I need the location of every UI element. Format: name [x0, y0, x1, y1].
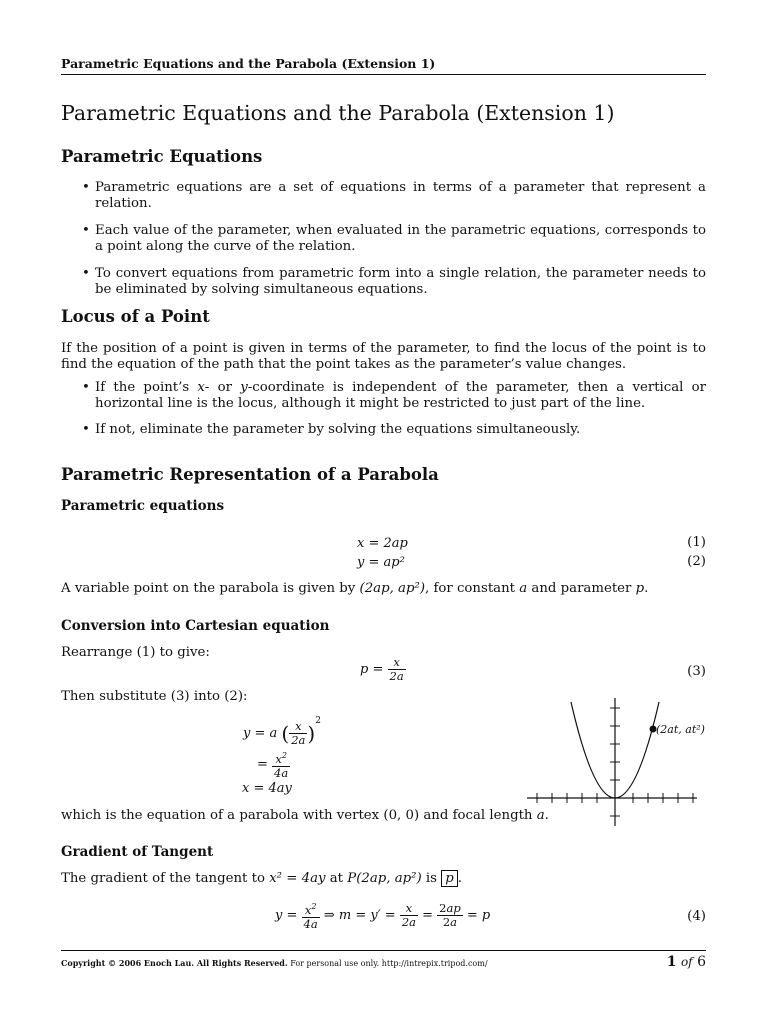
equation-number-3: (3) — [687, 664, 706, 679]
section-heading-parametric-equations: Parametric Equations — [61, 147, 263, 166]
equation-4: y = $\frac{x^2}{4a}$ ⇒ m = y′ = $\frac{x}{2a}$ = $\frac{2ap}{2a}$ = p — [275, 900, 491, 931]
list-item: • If the point’s x- or y-coordinate is independent of the parameter, then a vertical or horizontal line is the locus, although it might be restricted to just part of the line. — [82, 380, 707, 411]
parabola-graph — [527, 698, 727, 828]
page-number: 1 of 6 — [666, 954, 706, 970]
section-heading-locus: Locus of a Point — [61, 307, 210, 326]
subheading-parametric-equations: Parametric equations — [61, 498, 225, 514]
bullet-icon: • — [82, 223, 90, 238]
page — [61, 0, 706, 1024]
substitute-text: Then substitute (3) into (2): — [61, 689, 248, 704]
list-item: • If not, eliminate the parameter by solving the equations simultaneously. — [82, 422, 581, 437]
equation-number-1: (1) — [687, 535, 706, 550]
rearrange-text: Rearrange (1) to give: — [61, 645, 210, 660]
list-item: • Each value of the parameter, when evaluated in the parametric equations, corresponds to a point along the curve of the relation. — [82, 223, 706, 254]
bullet-list-parametric — [61, 180, 706, 298]
gradient-text: The gradient of the tangent to x² = 4ay at P(2ap, ap²) is p . — [61, 871, 462, 886]
subheading-cartesian: Conversion into Cartesian equation — [61, 618, 330, 634]
equation-substitution: y = a ( $\frac{x}{2a}$ )$^2$ — [243, 716, 321, 747]
subheading-gradient: Gradient of Tangent — [61, 844, 214, 860]
equation-2: y = ap² — [357, 555, 405, 570]
bullet-icon: • — [82, 380, 90, 395]
bullet-icon: • — [82, 266, 90, 281]
page-title: Parametric Equations and the Parabola (Extension 1) — [61, 101, 615, 125]
header-rule — [61, 74, 706, 75]
point-label: (2at, at²) — [656, 723, 705, 736]
bullet-list-locus — [61, 380, 706, 438]
parabola-figure — [527, 698, 727, 828]
footer-rule — [61, 950, 706, 951]
vertex-text: which is the equation of a parabola with vertex (0, 0) and focal length a. — [61, 808, 549, 823]
equation-cartesian: x = 4ay — [242, 781, 292, 796]
bullet-icon: • — [82, 180, 90, 195]
equation-number-4: (4) — [687, 909, 706, 924]
list-item: • To convert equations from parametric form into a single relation, the parameter needs to be eliminated by solving simultaneous equations. — [82, 266, 706, 297]
equation-3: p = $\frac{x}{2a}$ — [360, 655, 404, 683]
locus-intro: If the position of a point is given in terms of the parameter, to find the locus of the point is to find the equation of the path that the point takes as the parameter’s value changes. — [61, 341, 706, 372]
variable-point-text: A variable point on the parabola is given by (2ap, ap²), for constant a and parameter p. — [61, 581, 649, 596]
running-head: Parametric Equations and the Parabola (Extension 1) — [61, 56, 436, 71]
equation-simplified: = $\frac{x^2}{4a}$ — [257, 751, 289, 780]
equation-number-2: (2) — [687, 554, 706, 569]
bullet-icon: • — [82, 422, 90, 437]
list-item: • Parametric equations are a set of equations in terms of a parameter that represent a relation. — [82, 180, 706, 211]
section-heading-parabola: Parametric Representation of a Parabola — [61, 465, 439, 484]
equation-1: x = 2ap — [357, 536, 408, 551]
footer-copyright: Copyright © 2006 Enoch Lau. All Rights Reserved. For personal use only. http://intrepix.tripod.com/ — [61, 958, 488, 968]
